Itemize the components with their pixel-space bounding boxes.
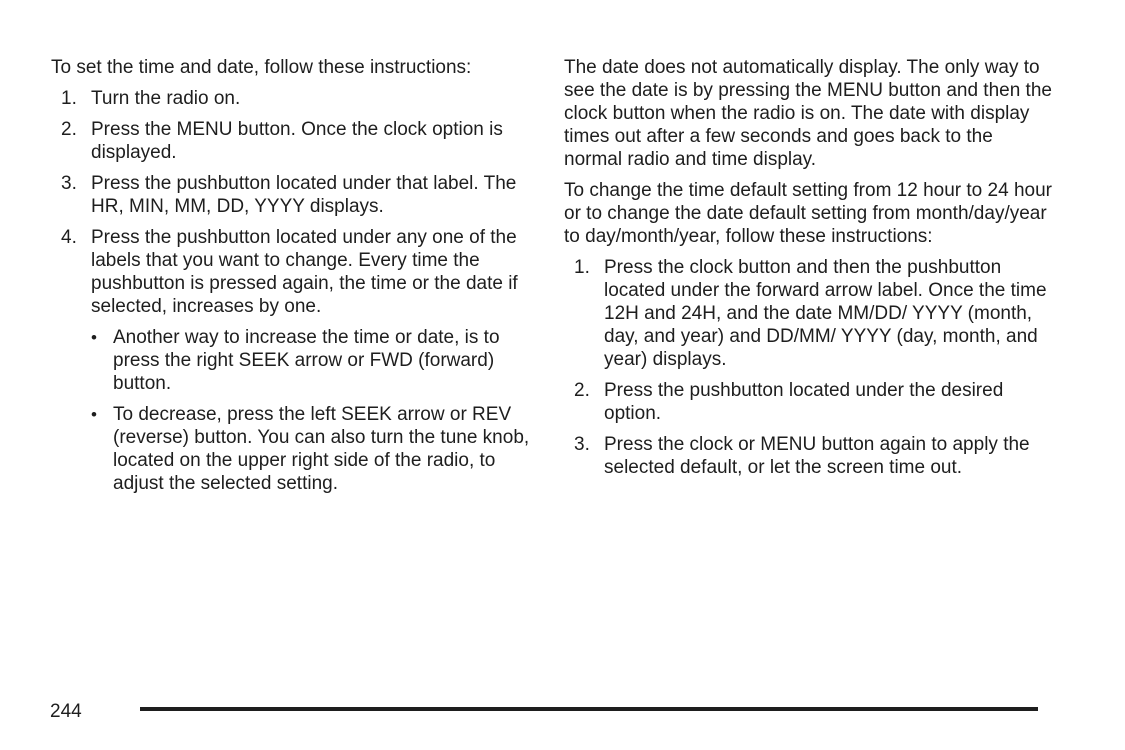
right-steps-list — [564, 256, 1054, 479]
list-item — [51, 118, 531, 164]
bullet-item — [91, 326, 531, 395]
bullet-text: Another way to increase the time or date, is to press the right SEEK arrow or FWD (forward) button. — [113, 327, 500, 394]
step-text: Press the pushbutton located under the desired option. — [604, 380, 1004, 424]
right-paragraph-default-setting: To change the time default setting from 12 hour to 24 hour or to change the date default setting from month/day/year to day/month/year, follow these instructions: — [564, 180, 1052, 247]
step-number: 3. — [574, 434, 590, 455]
footer-rule-divider — [140, 707, 1038, 711]
right-paragraph-date-display: The date does not automatically display. The only way to see the date is by pressing the MENU button and then the clock button when the radio is on. The date with display times out after a few seconds and goes back to the normal radio and time display. — [564, 57, 1052, 170]
left-column — [51, 56, 531, 503]
left-intro: To set the time and date, follow these instructions: — [51, 57, 472, 78]
bullet-icon: • — [91, 328, 97, 347]
step-text: Press the MENU button. Once the clock option is displayed. — [91, 119, 503, 163]
step-text: Turn the radio on. — [91, 88, 241, 109]
list-item — [564, 379, 1054, 425]
step-number: 3. — [61, 173, 77, 194]
bullet-item — [91, 403, 531, 495]
bullet-icon: • — [91, 405, 97, 424]
right-column — [564, 56, 1054, 487]
list-item — [564, 433, 1054, 479]
list-item — [564, 256, 1054, 371]
step-number: 2. — [61, 119, 77, 140]
list-item — [51, 226, 531, 495]
step-number: 1. — [61, 88, 77, 109]
step-text: Press the clock button and then the pushbutton located under the forward arrow label. Once the time 12H and 24H, and the date MM/DD/ YYYY (month, day, and year) and DD/MM/ YYYY (day, month, and year) displays. — [604, 257, 1047, 370]
list-item — [51, 87, 531, 110]
step-text: Press the pushbutton located under that label. The HR, MIN, MM, DD, YYYY displays. — [91, 173, 517, 217]
step-number: 4. — [61, 227, 77, 248]
step-text: Press the pushbutton located under any one of the labels that you want to change. Every time the pushbutton is pressed again, the time or the date if selected, increases by one. — [91, 227, 518, 317]
bullet-text: To decrease, press the left SEEK arrow or REV (reverse) button. You can also turn the tune knob, located on the upper right side of the radio, to adjust the selected setting. — [113, 404, 530, 494]
step-text: Press the clock or MENU button again to apply the selected default, or let the screen time out. — [604, 434, 1030, 478]
page-number: 244 — [50, 701, 82, 722]
step-number: 1. — [574, 257, 590, 278]
bullet-list — [91, 326, 531, 495]
step-number: 2. — [574, 380, 590, 401]
list-item — [51, 172, 531, 218]
left-steps-list — [51, 87, 531, 495]
